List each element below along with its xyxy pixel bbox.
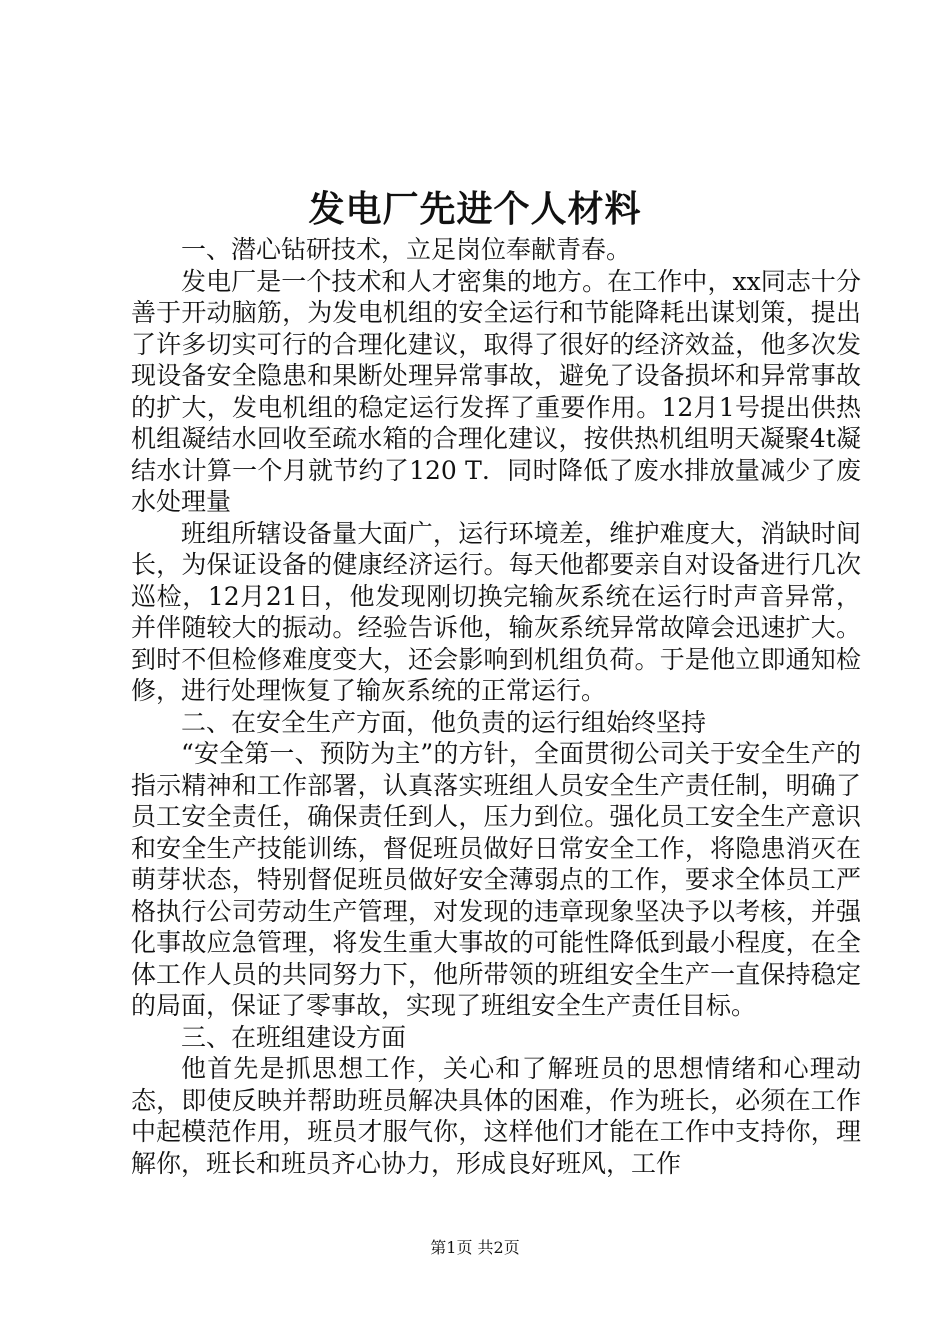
section-heading-1: 一、潜心钻研技术，立足岗位奉献青春。 (181, 235, 632, 264)
document-title: 发电厂先进个人材料 (308, 188, 642, 230)
document-body (131, 234, 861, 1179)
body-paragraph: 发电厂是一个技术和人才密集的地方。在工作中，xx同志十分善于开动脑筋，为发电机组的安全运行和节能降耗出谋划策，提出了许多切实可行的合理化建议，取得了很好的经济效益，他多次发现设备安全隐患和果断处理异常事故，避免了设备损坏和异常事故的扩大，发电机组的稳定运行发挥了重要作用。12月1号提出供热机组凝结水回收至疏水箱的合理化建议，按供热机组明天凝聚4t凝结水计算一个月就节约了120 T．同时降低了废水排放量减少了废水处理量 (131, 266, 861, 516)
page-number-footer: 第1页 共2页 (430, 1238, 520, 1257)
body-paragraph: 他首先是抓思想工作，关心和了解班员的思想情绪和心理动态，即使反映并帮助班员解决具体的困难，作为班长，必须在工作中起模范作用，班员才服气你，这样他们才能在工作中支持你，理解你，班长和班员齐心协力，形成良好班风，工作 (131, 1054, 861, 1178)
body-paragraph: “安全第一、预防为主”的方针，全面贯彻公司关于安全生产的指示精神和工作部署，认真落实班组人员安全生产责任制，明确了员工安全责任，确保责任到人，压力到位。强化员工安全生产意识和安全生产技能训练，督促班员做好日常安全工作，将隐患消灭在萌芽状态，特别督促班员做好安全薄弱点的工作，要求全体员工严格执行公司劳动生产管理，对发现的违章现象坚决予以考核，并强化事故应急管理，将发生重大事故的可能性降低到最小程度，在全体工作人员的共同努力下，他所带领的班组安全生产一直保持稳定的局面，保证了零事故，实现了班组安全生产责任目标。 (131, 739, 861, 1020)
section-heading-2: 二、在安全生产方面，他负责的运行组始终坚持 (181, 707, 707, 737)
section-heading-3: 三、在班组建设方面 (181, 1022, 407, 1052)
body-paragraph: 班组所辖设备量大面广，运行环境差，维护难度大，消缺时间长，为保证设备的健康经济运行。每天他都要亲自对设备进行几次巡检，12月21日，他发现刚切换完输灰系统在运行时声音异常，并伴随较大的振动。经验告诉他，输灰系统异常故障会迅速扩大。到时不但检修难度变大，还会影响到机组负荷。于是他立即通知检修，进行处理恢复了输灰系统的正常运行。 (131, 518, 861, 705)
